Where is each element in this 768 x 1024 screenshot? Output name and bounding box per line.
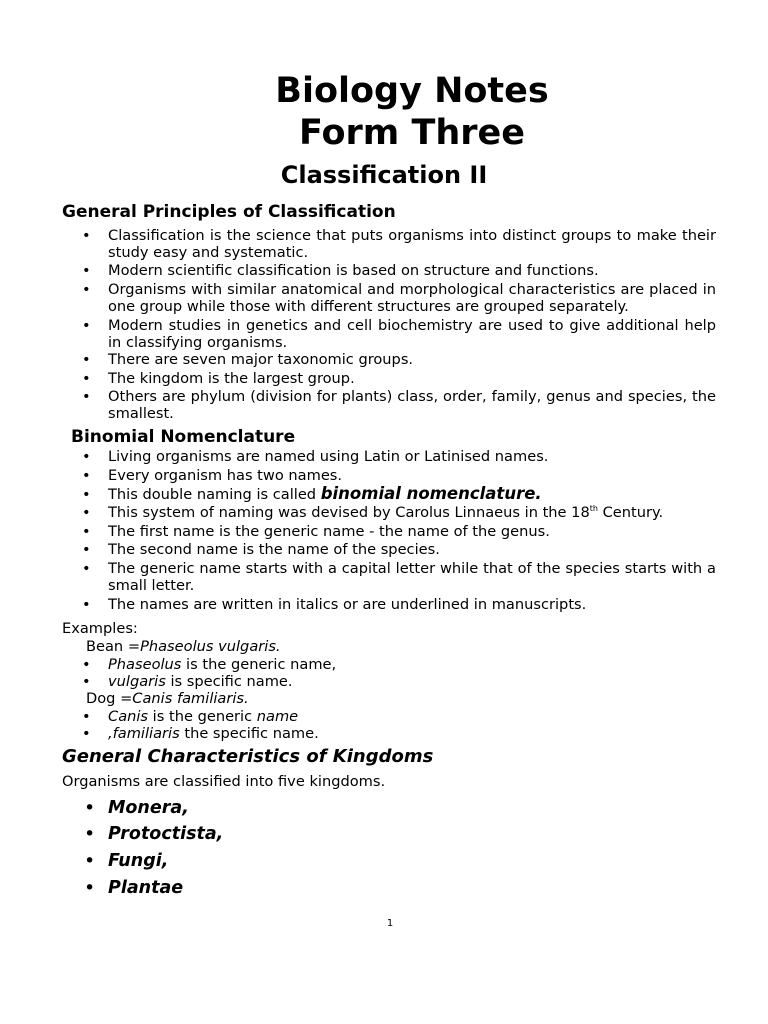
list-item: Every organism has two names. (108, 467, 343, 484)
bullet: • (84, 823, 96, 845)
list-item-text: is the generic (148, 708, 257, 725)
section-heading-binomial: Binomial Nomenclature (71, 427, 296, 447)
term-binomial-nomenclature: binomial nomenclature. (320, 484, 542, 503)
title-line-2: Form Three (299, 113, 525, 153)
list-item: There are seven major taxonomic groups. (108, 351, 414, 368)
list-item-text: is the generic name, (181, 656, 337, 673)
bullet: • (82, 523, 91, 540)
list-item: Living organisms are named using Latin or Latinised names. (108, 448, 549, 465)
ordinal-suffix: th (589, 504, 598, 514)
bullet: • (82, 504, 91, 521)
specific-name: vulgaris (108, 673, 166, 690)
list-item-text: Century. (597, 504, 664, 521)
list-item: The generic name starts with a capital letter while that of the species starts with a small letter. (108, 560, 716, 594)
list-item (108, 673, 293, 691)
list-item (108, 708, 298, 726)
bullet: • (82, 227, 91, 244)
list-item: The kingdom is the largest group. (108, 370, 355, 387)
kingdoms-intro: Organisms are classified into five kingdoms. (62, 773, 386, 790)
bullet: • (82, 560, 91, 577)
bullet: • (84, 797, 96, 819)
list-item: Others are phylum (division for plants) class, order, family, genus and species, the smallest. (108, 388, 716, 422)
list-item-text: This double naming is called (108, 486, 321, 503)
list-item (108, 484, 716, 505)
list-item-text: the specific name. (179, 725, 319, 742)
specific-name: ,familiaris (108, 725, 180, 742)
list-item: Organisms with similar anatomical and morphological characteristics are placed in one group while those with different structures are grouped separately. (108, 281, 716, 315)
bullet: • (82, 486, 91, 503)
bullet: • (82, 541, 91, 558)
list-item (108, 656, 336, 674)
bullet: • (82, 467, 91, 484)
section-heading-principles: General Principles of Classification (62, 202, 396, 222)
bullet: • (82, 448, 91, 465)
page-number: 1 (386, 918, 394, 929)
kingdom-item: Protoctista, (108, 824, 224, 844)
list-item (108, 725, 319, 743)
list-item: Modern studies in genetics and cell biochemistry are used to give additional help in classifying organisms. (108, 317, 716, 351)
section-heading-kingdoms: General Characteristics of Kingdoms (62, 746, 434, 767)
example-bean-prefix: Bean = (86, 638, 141, 655)
list-item-text: is specific name. (165, 673, 293, 690)
bullet: • (82, 388, 91, 405)
example-bean-name: Phaseolus vulgaris. (140, 638, 281, 655)
bullet: • (82, 725, 91, 742)
generic-name: Phaseolus (108, 656, 182, 673)
subtitle: Classification II (280, 161, 488, 189)
bullet: • (82, 596, 91, 613)
list-item-text-italic: name (256, 708, 299, 725)
bullet: • (84, 850, 96, 872)
bullet: • (82, 370, 91, 387)
example-dog-name: Canis familiaris. (132, 690, 249, 707)
example-bean (86, 638, 281, 656)
examples-label: Examples: (62, 620, 138, 637)
list-item: The names are written in italics or are underlined in manuscripts. (108, 596, 587, 613)
kingdom-item: Monera, (108, 798, 189, 818)
bullet: • (82, 281, 91, 298)
bullet: • (82, 262, 91, 279)
list-item: The first name is the generic name - the name of the genus. (108, 523, 550, 540)
bullet: • (82, 351, 91, 368)
list-item-text: This system of naming was devised by Carolus Linnaeus in the 18 (108, 504, 590, 521)
bullet: • (82, 708, 91, 725)
title-line-1: Biology Notes (275, 71, 549, 111)
kingdom-item: Plantae (108, 878, 184, 898)
list-item: The second name is the name of the species. (108, 541, 440, 558)
example-dog (86, 690, 249, 708)
example-dog-prefix: Dog = (86, 690, 133, 707)
bullet: • (82, 656, 91, 673)
list-item (108, 504, 716, 521)
bullet: • (82, 673, 91, 690)
list-item: Classification is the science that puts organisms into distinct groups to make their study easy and systematic. (108, 227, 716, 261)
list-item: Modern scientific classification is based on structure and functions. (108, 262, 599, 279)
kingdom-item: Fungi, (108, 851, 169, 871)
bullet: • (84, 877, 96, 899)
bullet: • (82, 317, 91, 334)
generic-name: Canis (108, 708, 149, 725)
